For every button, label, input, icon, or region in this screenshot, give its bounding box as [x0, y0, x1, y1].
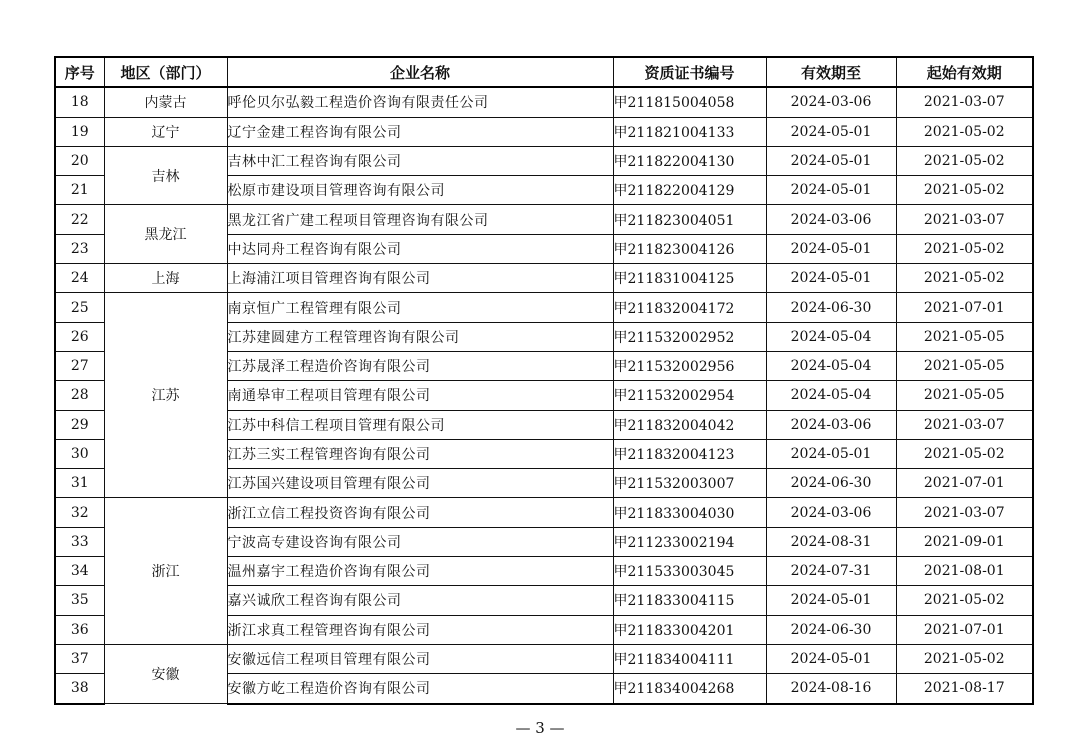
cell-company-name: 江苏晟泽工程造价咨询有限公司	[227, 351, 613, 380]
header-valid-until: 有效期至	[766, 57, 896, 87]
cell-valid-from: 2021-08-17	[896, 674, 1033, 704]
cell-company-name: 温州嘉宇工程造价咨询有限公司	[227, 557, 613, 586]
cell-certificate-number: 甲211832004172	[613, 293, 766, 322]
table-row	[55, 293, 1033, 322]
cell-valid-until: 2024-03-06	[766, 87, 896, 117]
header-certificate-number: 资质证书编号	[613, 57, 766, 87]
cell-valid-until: 2024-03-06	[766, 498, 896, 527]
cell-valid-until: 2024-08-16	[766, 674, 896, 704]
cell-company-name: 江苏建圆建方工程管理咨询有限公司	[227, 322, 613, 351]
cell-valid-from: 2021-08-01	[896, 557, 1033, 586]
cell-company-name: 嘉兴诚欣工程咨询有限公司	[227, 586, 613, 615]
cell-company-name: 辽宁金建工程咨询有限公司	[227, 117, 613, 146]
table-row	[55, 498, 1033, 527]
cell-region: 浙江	[104, 498, 227, 644]
cell-valid-from: 2021-05-02	[896, 117, 1033, 146]
cell-certificate-number: 甲211822004129	[613, 176, 766, 205]
cell-valid-from: 2021-09-01	[896, 527, 1033, 556]
cell-company-name: 黑龙江省广建工程项目管理咨询有限公司	[227, 205, 613, 234]
cell-certificate-number: 甲211532003007	[613, 469, 766, 498]
cell-valid-until: 2024-06-30	[766, 469, 896, 498]
cell-valid-until: 2024-05-01	[766, 644, 896, 673]
cell-valid-from: 2021-03-07	[896, 498, 1033, 527]
cell-valid-until: 2024-05-01	[766, 117, 896, 146]
cell-company-name: 江苏国兴建设项目管理有限公司	[227, 469, 613, 498]
cell-serial: 19	[55, 117, 104, 146]
cell-valid-from: 2021-05-05	[896, 322, 1033, 351]
header-serial: 序号	[55, 57, 104, 87]
cell-company-name: 宁波高专建设咨询有限公司	[227, 527, 613, 556]
header-region: 地区（部门）	[104, 57, 227, 87]
cell-valid-until: 2024-05-01	[766, 264, 896, 293]
page-number: — 3 —	[515, 719, 565, 737]
cell-certificate-number: 甲211833004030	[613, 498, 766, 527]
cell-certificate-number: 甲211834004111	[613, 644, 766, 673]
cell-serial: 38	[55, 674, 104, 704]
cell-serial: 28	[55, 381, 104, 410]
cell-serial: 24	[55, 264, 104, 293]
cell-certificate-number: 甲211532002956	[613, 351, 766, 380]
cell-serial: 18	[55, 87, 104, 117]
cell-valid-from: 2021-07-01	[896, 615, 1033, 644]
cell-serial: 30	[55, 439, 104, 468]
cell-serial: 21	[55, 176, 104, 205]
cell-valid-from: 2021-05-02	[896, 146, 1033, 175]
cell-valid-from: 2021-03-07	[896, 410, 1033, 439]
cell-valid-until: 2024-05-01	[766, 439, 896, 468]
cell-serial: 29	[55, 410, 104, 439]
cell-valid-from: 2021-05-02	[896, 234, 1033, 263]
cell-region: 内蒙古	[104, 87, 227, 117]
cell-certificate-number: 甲211831004125	[613, 264, 766, 293]
cell-valid-until: 2024-05-01	[766, 176, 896, 205]
cell-valid-from: 2021-05-02	[896, 439, 1033, 468]
cell-valid-until: 2024-08-31	[766, 527, 896, 556]
cell-company-name: 浙江求真工程管理咨询有限公司	[227, 615, 613, 644]
table-row	[55, 87, 1033, 117]
cell-region: 吉林	[104, 146, 227, 205]
cell-company-name: 呼伦贝尔弘毅工程造价咨询有限责任公司	[227, 87, 613, 117]
cell-certificate-number: 甲211532002952	[613, 322, 766, 351]
cell-certificate-number: 甲211823004051	[613, 205, 766, 234]
cell-serial: 33	[55, 527, 104, 556]
cell-valid-until: 2024-06-30	[766, 293, 896, 322]
cell-valid-until: 2024-05-04	[766, 381, 896, 410]
cell-valid-from: 2021-05-02	[896, 176, 1033, 205]
cell-certificate-number: 甲211834004268	[613, 674, 766, 704]
cell-valid-from: 2021-05-02	[896, 586, 1033, 615]
cell-valid-from: 2021-05-05	[896, 351, 1033, 380]
table-header-row	[55, 57, 1033, 87]
cell-certificate-number: 甲211832004123	[613, 439, 766, 468]
cell-company-name: 江苏中科信工程项目管理有限公司	[227, 410, 613, 439]
cell-company-name: 安徽方屹工程造价咨询有限公司	[227, 674, 613, 704]
header-valid-from: 起始有效期	[896, 57, 1033, 87]
table-row	[55, 644, 1033, 673]
cell-serial: 36	[55, 615, 104, 644]
cell-serial: 32	[55, 498, 104, 527]
cell-valid-from: 2021-05-02	[896, 644, 1033, 673]
cell-valid-from: 2021-03-07	[896, 87, 1033, 117]
qualification-table	[54, 56, 1034, 705]
cell-serial: 37	[55, 644, 104, 673]
cell-serial: 31	[55, 469, 104, 498]
cell-valid-until: 2024-05-01	[766, 146, 896, 175]
cell-certificate-number: 甲211833004115	[613, 586, 766, 615]
cell-serial: 22	[55, 205, 104, 234]
header-company-name: 企业名称	[227, 57, 613, 87]
cell-company-name: 中达同舟工程咨询有限公司	[227, 234, 613, 263]
cell-region: 辽宁	[104, 117, 227, 146]
cell-company-name: 安徽远信工程项目管理有限公司	[227, 644, 613, 673]
cell-certificate-number: 甲211533003045	[613, 557, 766, 586]
cell-region: 黑龙江	[104, 205, 227, 264]
cell-company-name: 上海浦江项目管理咨询有限公司	[227, 264, 613, 293]
cell-region: 安徽	[104, 644, 227, 703]
cell-serial: 25	[55, 293, 104, 322]
cell-serial: 23	[55, 234, 104, 263]
table-row	[55, 146, 1033, 175]
table-row	[55, 117, 1033, 146]
cell-valid-from: 2021-05-05	[896, 381, 1033, 410]
cell-valid-until: 2024-03-06	[766, 410, 896, 439]
cell-region: 上海	[104, 264, 227, 293]
cell-valid-until: 2024-05-04	[766, 351, 896, 380]
table-row	[55, 264, 1033, 293]
cell-certificate-number: 甲211233002194	[613, 527, 766, 556]
cell-valid-until: 2024-05-01	[766, 234, 896, 263]
cell-certificate-number: 甲211822004130	[613, 146, 766, 175]
cell-company-name: 江苏三实工程管理咨询有限公司	[227, 439, 613, 468]
cell-company-name: 松原市建设项目管理咨询有限公司	[227, 176, 613, 205]
cell-valid-from: 2021-07-01	[896, 293, 1033, 322]
cell-certificate-number: 甲211815004058	[613, 87, 766, 117]
cell-company-name: 浙江立信工程投资咨询有限公司	[227, 498, 613, 527]
cell-serial: 26	[55, 322, 104, 351]
cell-valid-from: 2021-07-01	[896, 469, 1033, 498]
cell-serial: 20	[55, 146, 104, 175]
cell-valid-until: 2024-05-04	[766, 322, 896, 351]
cell-company-name: 吉林中汇工程咨询有限公司	[227, 146, 613, 175]
cell-certificate-number: 甲211821004133	[613, 117, 766, 146]
cell-serial: 34	[55, 557, 104, 586]
cell-company-name: 南京恒广工程管理有限公司	[227, 293, 613, 322]
cell-valid-from: 2021-03-07	[896, 205, 1033, 234]
cell-certificate-number: 甲211832004042	[613, 410, 766, 439]
cell-valid-until: 2024-07-31	[766, 557, 896, 586]
cell-certificate-number: 甲211833004201	[613, 615, 766, 644]
cell-region: 江苏	[104, 293, 227, 498]
table-row	[55, 205, 1033, 234]
cell-certificate-number: 甲211823004126	[613, 234, 766, 263]
cell-certificate-number: 甲211532002954	[613, 381, 766, 410]
cell-valid-until: 2024-03-06	[766, 205, 896, 234]
cell-valid-until: 2024-05-01	[766, 586, 896, 615]
cell-serial: 27	[55, 351, 104, 380]
cell-valid-until: 2024-06-30	[766, 615, 896, 644]
cell-serial: 35	[55, 586, 104, 615]
cell-company-name: 南通皋审工程项目管理有限公司	[227, 381, 613, 410]
cell-valid-from: 2021-05-02	[896, 264, 1033, 293]
